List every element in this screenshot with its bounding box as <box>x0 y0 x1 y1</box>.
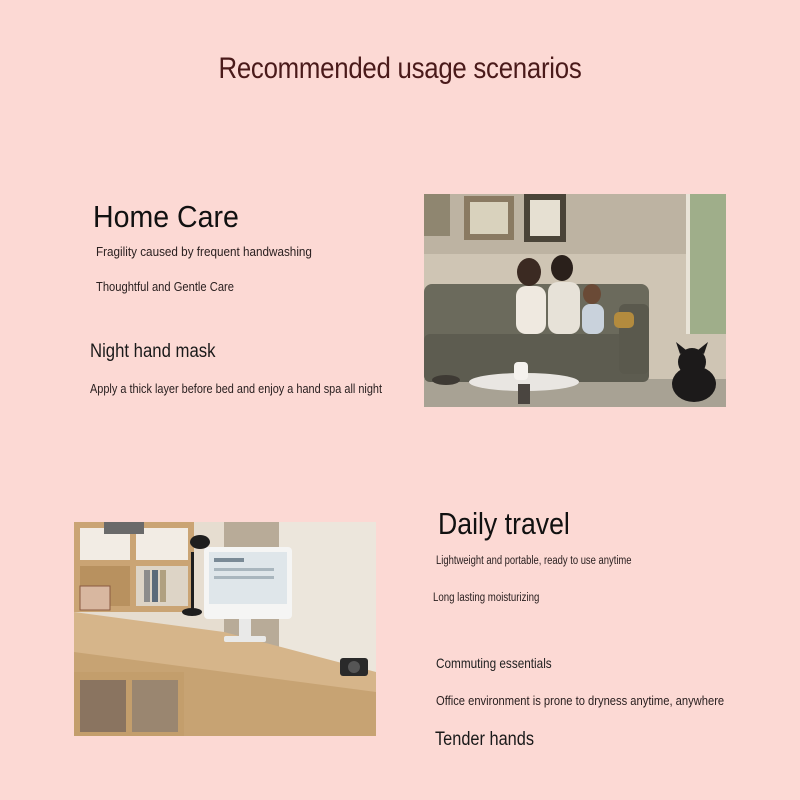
daily-travel-line-1: Lightweight and portable, ready to use anytime <box>436 555 632 567</box>
home-care-line-2: Thoughtful and Gentle Care <box>96 279 234 294</box>
night-hand-mask-heading: Night hand mask <box>90 341 216 362</box>
daily-travel-line-2: Long lasting moisturizing <box>433 592 540 604</box>
daily-travel-heading: Daily travel <box>438 506 570 541</box>
night-hand-mask-description: Apply a thick layer before bed and enjoy a hand spa all night <box>90 381 383 396</box>
tender-hands-label: Tender hands <box>435 729 535 750</box>
commuting-essentials-description: Office environment is prone to dryness anytime, anywhere <box>436 693 725 708</box>
home-care-heading: Home Care <box>93 199 239 234</box>
office-desk-photo <box>74 522 376 736</box>
home-care-line-1: Fragility caused by frequent handwashing <box>96 244 312 259</box>
commuting-essentials-heading: Commuting essentials <box>436 655 552 671</box>
page-title: Recommended usage scenarios <box>218 52 582 85</box>
family-living-room-photo <box>424 194 726 407</box>
